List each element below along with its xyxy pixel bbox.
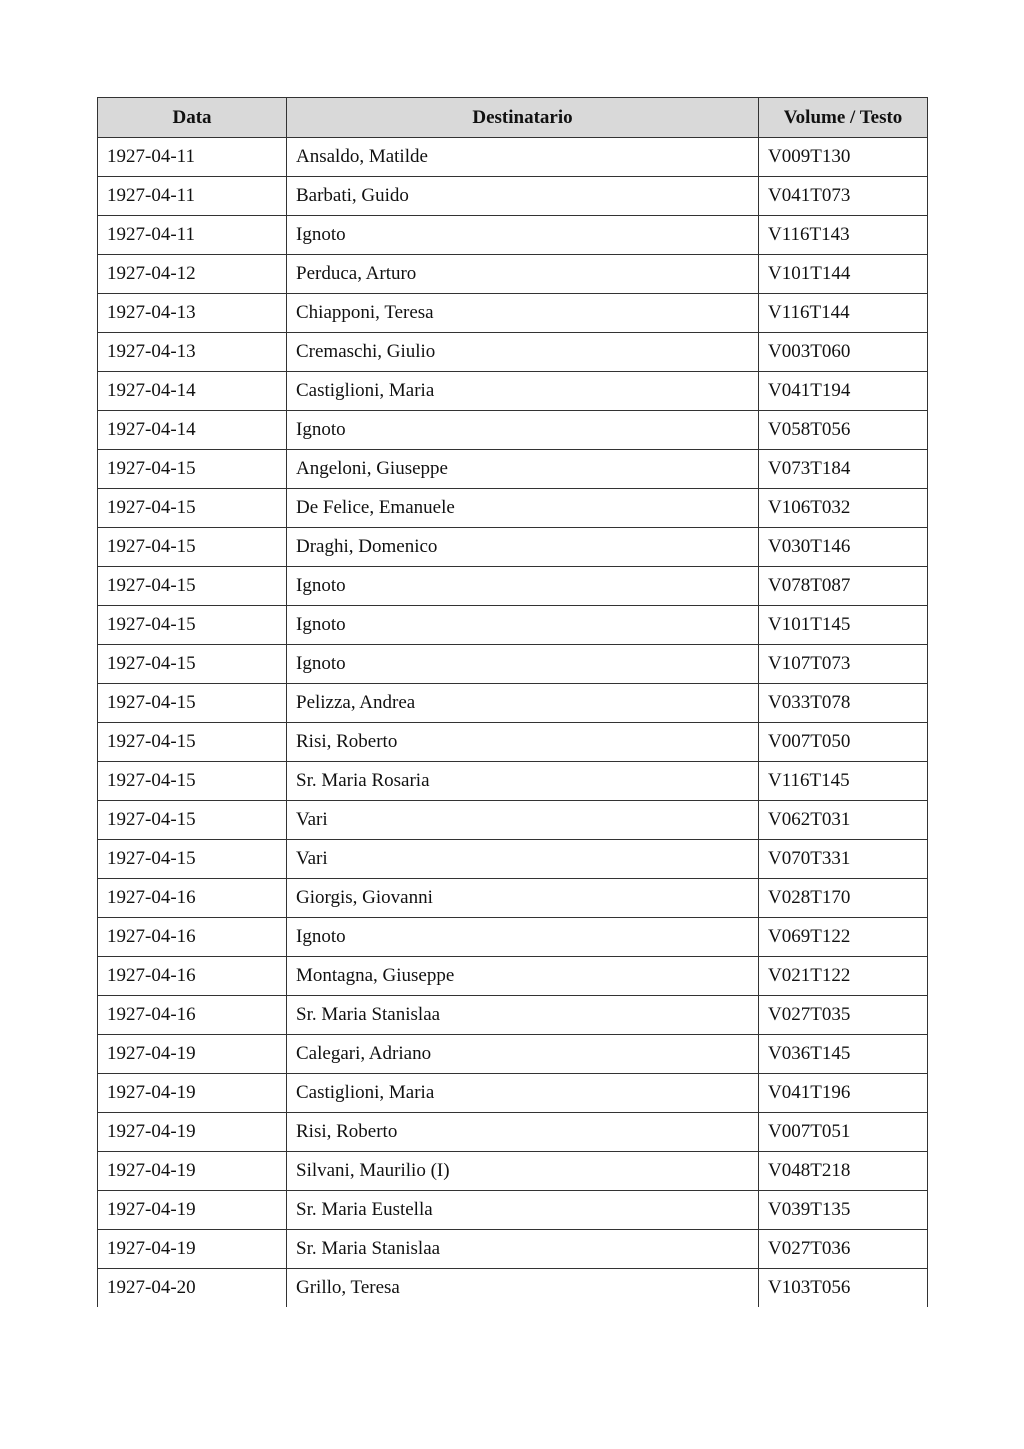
table-row (98, 1074, 928, 1113)
volume-text-cell: V116T145 (759, 762, 928, 801)
volume-text-cell: V030T146 (759, 528, 928, 567)
volume-text-cell: V116T143 (759, 216, 928, 255)
table-row (98, 1035, 928, 1074)
volume-text-cell: V007T050 (759, 723, 928, 762)
date-cell: 1927-04-15 (98, 606, 287, 645)
date-cell: 1927-04-11 (98, 216, 287, 255)
recipient-cell: Ignoto (287, 567, 759, 606)
date-cell: 1927-04-15 (98, 723, 287, 762)
table-row (98, 411, 928, 450)
table-row (98, 294, 928, 333)
table-body (98, 138, 928, 1308)
date-cell: 1927-04-15 (98, 528, 287, 567)
date-cell: 1927-04-15 (98, 762, 287, 801)
table-header-row (98, 98, 928, 138)
table-row (98, 762, 928, 801)
recipient-cell: De Felice, Emanuele (287, 489, 759, 528)
table-row (98, 723, 928, 762)
recipient-cell: Ignoto (287, 606, 759, 645)
table-row (98, 450, 928, 489)
date-cell: 1927-04-13 (98, 333, 287, 372)
table-row (98, 333, 928, 372)
table-row (98, 255, 928, 294)
date-cell: 1927-04-14 (98, 411, 287, 450)
recipient-cell: Ignoto (287, 918, 759, 957)
volume-text-cell: V041T196 (759, 1074, 928, 1113)
date-cell: 1927-04-15 (98, 450, 287, 489)
date-cell: 1927-04-19 (98, 1074, 287, 1113)
volume-text-cell: V078T087 (759, 567, 928, 606)
date-cell: 1927-04-15 (98, 801, 287, 840)
volume-text-cell: V021T122 (759, 957, 928, 996)
recipient-cell: Ansaldo, Matilde (287, 138, 759, 177)
date-cell: 1927-04-19 (98, 1152, 287, 1191)
table-row (98, 918, 928, 957)
date-cell: 1927-04-16 (98, 957, 287, 996)
table-row (98, 372, 928, 411)
recipient-cell: Cremaschi, Giulio (287, 333, 759, 372)
date-cell: 1927-04-12 (98, 255, 287, 294)
table-row (98, 177, 928, 216)
volume-text-cell: V070T331 (759, 840, 928, 879)
date-cell: 1927-04-15 (98, 645, 287, 684)
table-row (98, 1152, 928, 1191)
table-row (98, 1113, 928, 1152)
volume-text-cell: V003T060 (759, 333, 928, 372)
volume-text-cell: V033T078 (759, 684, 928, 723)
date-cell: 1927-04-15 (98, 840, 287, 879)
volume-text-cell: V009T130 (759, 138, 928, 177)
volume-text-cell: V062T031 (759, 801, 928, 840)
recipient-cell: Castiglioni, Maria (287, 1074, 759, 1113)
recipient-cell: Vari (287, 801, 759, 840)
table-row (98, 879, 928, 918)
volume-text-cell: V073T184 (759, 450, 928, 489)
volume-text-cell: V058T056 (759, 411, 928, 450)
volume-text-cell: V036T145 (759, 1035, 928, 1074)
table-row (98, 489, 928, 528)
volume-text-cell: V101T145 (759, 606, 928, 645)
date-cell: 1927-04-19 (98, 1230, 287, 1269)
recipient-cell: Castiglioni, Maria (287, 372, 759, 411)
table-row (98, 957, 928, 996)
date-cell: 1927-04-19 (98, 1191, 287, 1230)
volume-text-cell: V039T135 (759, 1191, 928, 1230)
volume-text-cell: V069T122 (759, 918, 928, 957)
date-cell: 1927-04-11 (98, 177, 287, 216)
recipient-cell: Sr. Maria Eustella (287, 1191, 759, 1230)
recipient-cell: Sr. Maria Stanislaa (287, 996, 759, 1035)
volume-text-cell: V048T218 (759, 1152, 928, 1191)
date-cell: 1927-04-19 (98, 1113, 287, 1152)
recipient-cell: Ignoto (287, 411, 759, 450)
recipient-cell: Risi, Roberto (287, 1113, 759, 1152)
recipient-cell: Barbati, Guido (287, 177, 759, 216)
date-cell: 1927-04-20 (98, 1269, 287, 1308)
table-row (98, 840, 928, 879)
recipient-cell: Montagna, Giuseppe (287, 957, 759, 996)
date-cell: 1927-04-15 (98, 567, 287, 606)
volume-text-cell: V041T194 (759, 372, 928, 411)
volume-text-cell: V027T035 (759, 996, 928, 1035)
date-cell: 1927-04-14 (98, 372, 287, 411)
table-row (98, 138, 928, 177)
table-row (98, 645, 928, 684)
table-row (98, 1191, 928, 1230)
volume-text-cell: V007T051 (759, 1113, 928, 1152)
date-cell: 1927-04-11 (98, 138, 287, 177)
volume-text-cell: V103T056 (759, 1269, 928, 1308)
column-header-date: Data (98, 98, 287, 138)
recipient-cell: Pelizza, Andrea (287, 684, 759, 723)
volume-text-cell: V101T144 (759, 255, 928, 294)
volume-text-cell: V116T144 (759, 294, 928, 333)
date-cell: 1927-04-19 (98, 1035, 287, 1074)
recipient-cell: Perduca, Arturo (287, 255, 759, 294)
date-cell: 1927-04-15 (98, 489, 287, 528)
date-cell: 1927-04-16 (98, 918, 287, 957)
recipient-cell: Calegari, Adriano (287, 1035, 759, 1074)
recipient-cell: Sr. Maria Rosaria (287, 762, 759, 801)
volume-text-cell: V028T170 (759, 879, 928, 918)
table-row (98, 1269, 928, 1308)
recipient-cell: Silvani, Maurilio (I) (287, 1152, 759, 1191)
volume-text-cell: V027T036 (759, 1230, 928, 1269)
recipient-cell: Chiapponi, Teresa (287, 294, 759, 333)
letters-table (97, 97, 928, 1307)
column-header-recipient: Destinatario (287, 98, 759, 138)
recipient-cell: Grillo, Teresa (287, 1269, 759, 1308)
table-row (98, 216, 928, 255)
recipient-cell: Ignoto (287, 645, 759, 684)
table-row (98, 567, 928, 606)
recipient-cell: Vari (287, 840, 759, 879)
recipient-cell: Risi, Roberto (287, 723, 759, 762)
date-cell: 1927-04-15 (98, 684, 287, 723)
table-row (98, 1230, 928, 1269)
date-cell: 1927-04-13 (98, 294, 287, 333)
table-row (98, 684, 928, 723)
recipient-cell: Ignoto (287, 216, 759, 255)
table-row (98, 801, 928, 840)
table-row (98, 606, 928, 645)
recipient-cell: Angeloni, Giuseppe (287, 450, 759, 489)
column-header-volume-text: Volume / Testo (759, 98, 928, 138)
date-cell: 1927-04-16 (98, 879, 287, 918)
volume-text-cell: V041T073 (759, 177, 928, 216)
recipient-cell: Sr. Maria Stanislaa (287, 1230, 759, 1269)
volume-text-cell: V106T032 (759, 489, 928, 528)
table-row (98, 996, 928, 1035)
volume-text-cell: V107T073 (759, 645, 928, 684)
recipient-cell: Draghi, Domenico (287, 528, 759, 567)
recipient-cell: Giorgis, Giovanni (287, 879, 759, 918)
date-cell: 1927-04-16 (98, 996, 287, 1035)
table-row (98, 528, 928, 567)
